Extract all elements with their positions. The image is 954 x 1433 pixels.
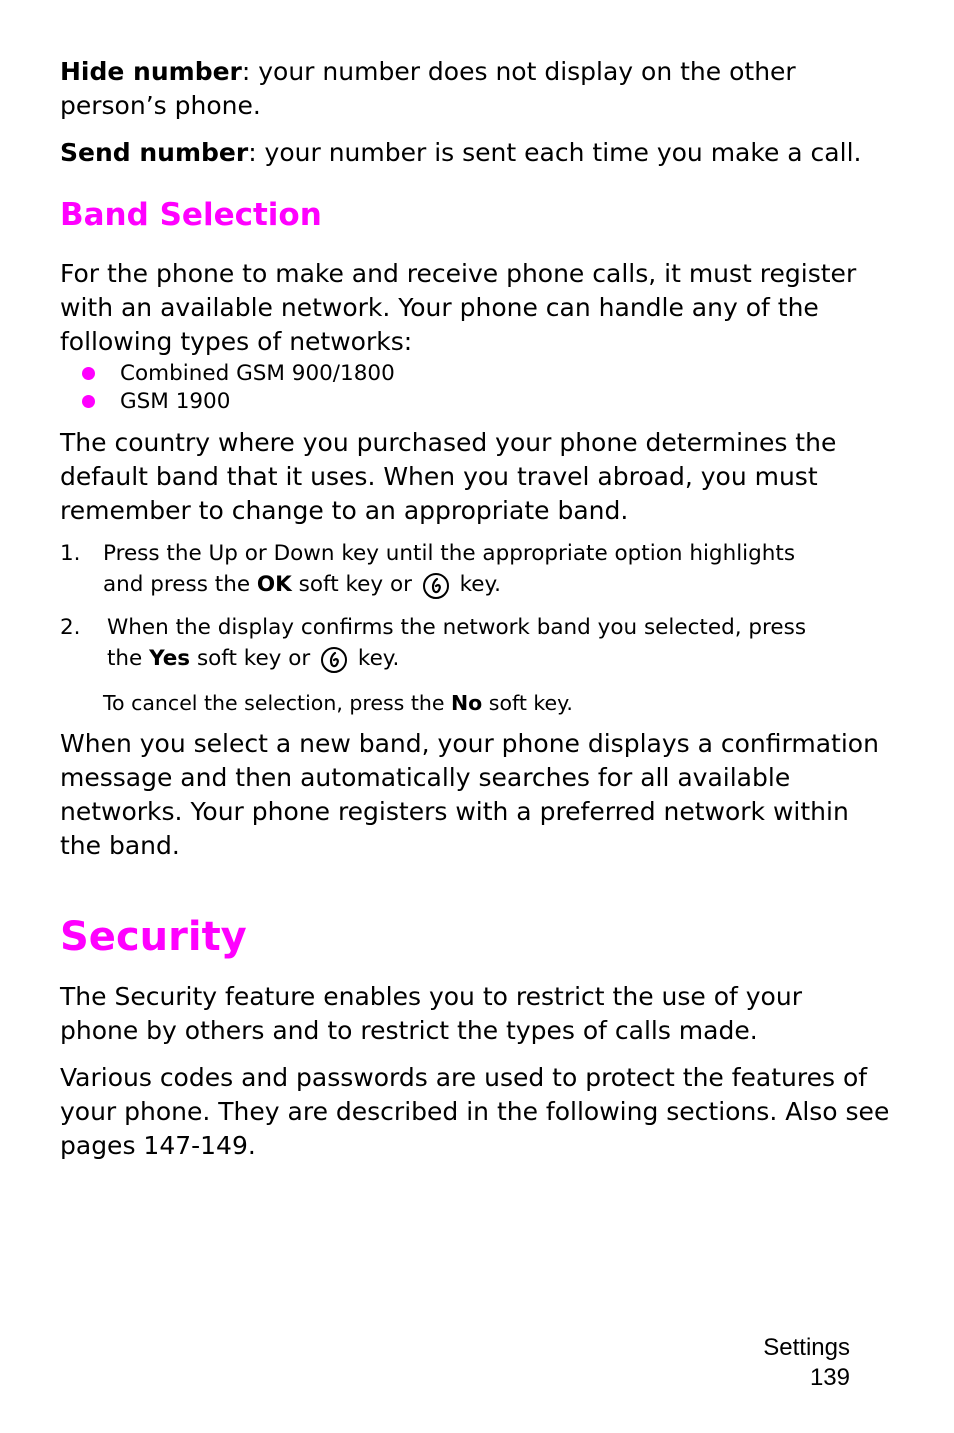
cancel-note: To cancel the selection, press the No soft key. bbox=[103, 691, 573, 715]
hide-number-paragraph bbox=[60, 55, 860, 123]
select-key-icon bbox=[321, 647, 347, 673]
network-item: Combined GSM 900/1800 bbox=[120, 361, 395, 386]
network-item: GSM 1900 bbox=[120, 389, 231, 414]
no-key-label: No bbox=[451, 691, 483, 715]
send-number-paragraph bbox=[60, 136, 920, 170]
page-number: 139 bbox=[809, 1364, 850, 1391]
security-heading: Security bbox=[60, 914, 247, 960]
hide-number-term: Hide number bbox=[60, 57, 242, 86]
bullet-icon bbox=[82, 367, 95, 380]
band-intro: For the phone to make and receive phone calls, it must register with an available network. Your phone can handle any of the following types of networks: bbox=[60, 259, 857, 356]
band-after-paragraph: When you select a new band, your phone displays a confirmation message and then automatically searches for all available networks. Your phone registers with a preferred network within the band. bbox=[60, 729, 879, 860]
step-line: Press the Up or Down key until the appropriate option highlights bbox=[103, 541, 796, 566]
step-number: 2. bbox=[60, 615, 81, 640]
step-line: When the display confirms the network band you selected, press bbox=[107, 615, 807, 640]
step-line: and press the OK soft key or key. bbox=[103, 572, 502, 597]
hide-number-desc: : your number does not display on the other person’s phone. bbox=[60, 57, 796, 120]
step-line: the Yes soft key or key. bbox=[107, 646, 400, 671]
bullet-icon bbox=[82, 395, 95, 408]
band-selection-heading: Band Selection bbox=[60, 197, 322, 233]
yes-key-label: Yes bbox=[149, 646, 191, 671]
security-paragraph-2: Various codes and passwords are used to protect the features of your phone. They are described in the following sections. Also see pages 147-149. bbox=[60, 1063, 890, 1160]
footer-section: Settings bbox=[763, 1334, 850, 1361]
band-country-note: The country where you purchased your phone determines the default band that it uses. When you travel abroad, you must remember to change to an appropriate band. bbox=[60, 428, 837, 525]
page-footer bbox=[763, 1333, 850, 1393]
send-number-desc: : your number is sent each time you make a call. bbox=[248, 138, 862, 167]
ok-key-label: OK bbox=[256, 572, 292, 597]
step-number: 1. bbox=[60, 541, 81, 566]
send-number-term: Send number bbox=[60, 138, 249, 167]
select-key-icon bbox=[423, 573, 449, 599]
security-paragraph-1: The Security feature enables you to restrict the use of your phone by others and to restrict the types of calls made. bbox=[60, 982, 802, 1045]
